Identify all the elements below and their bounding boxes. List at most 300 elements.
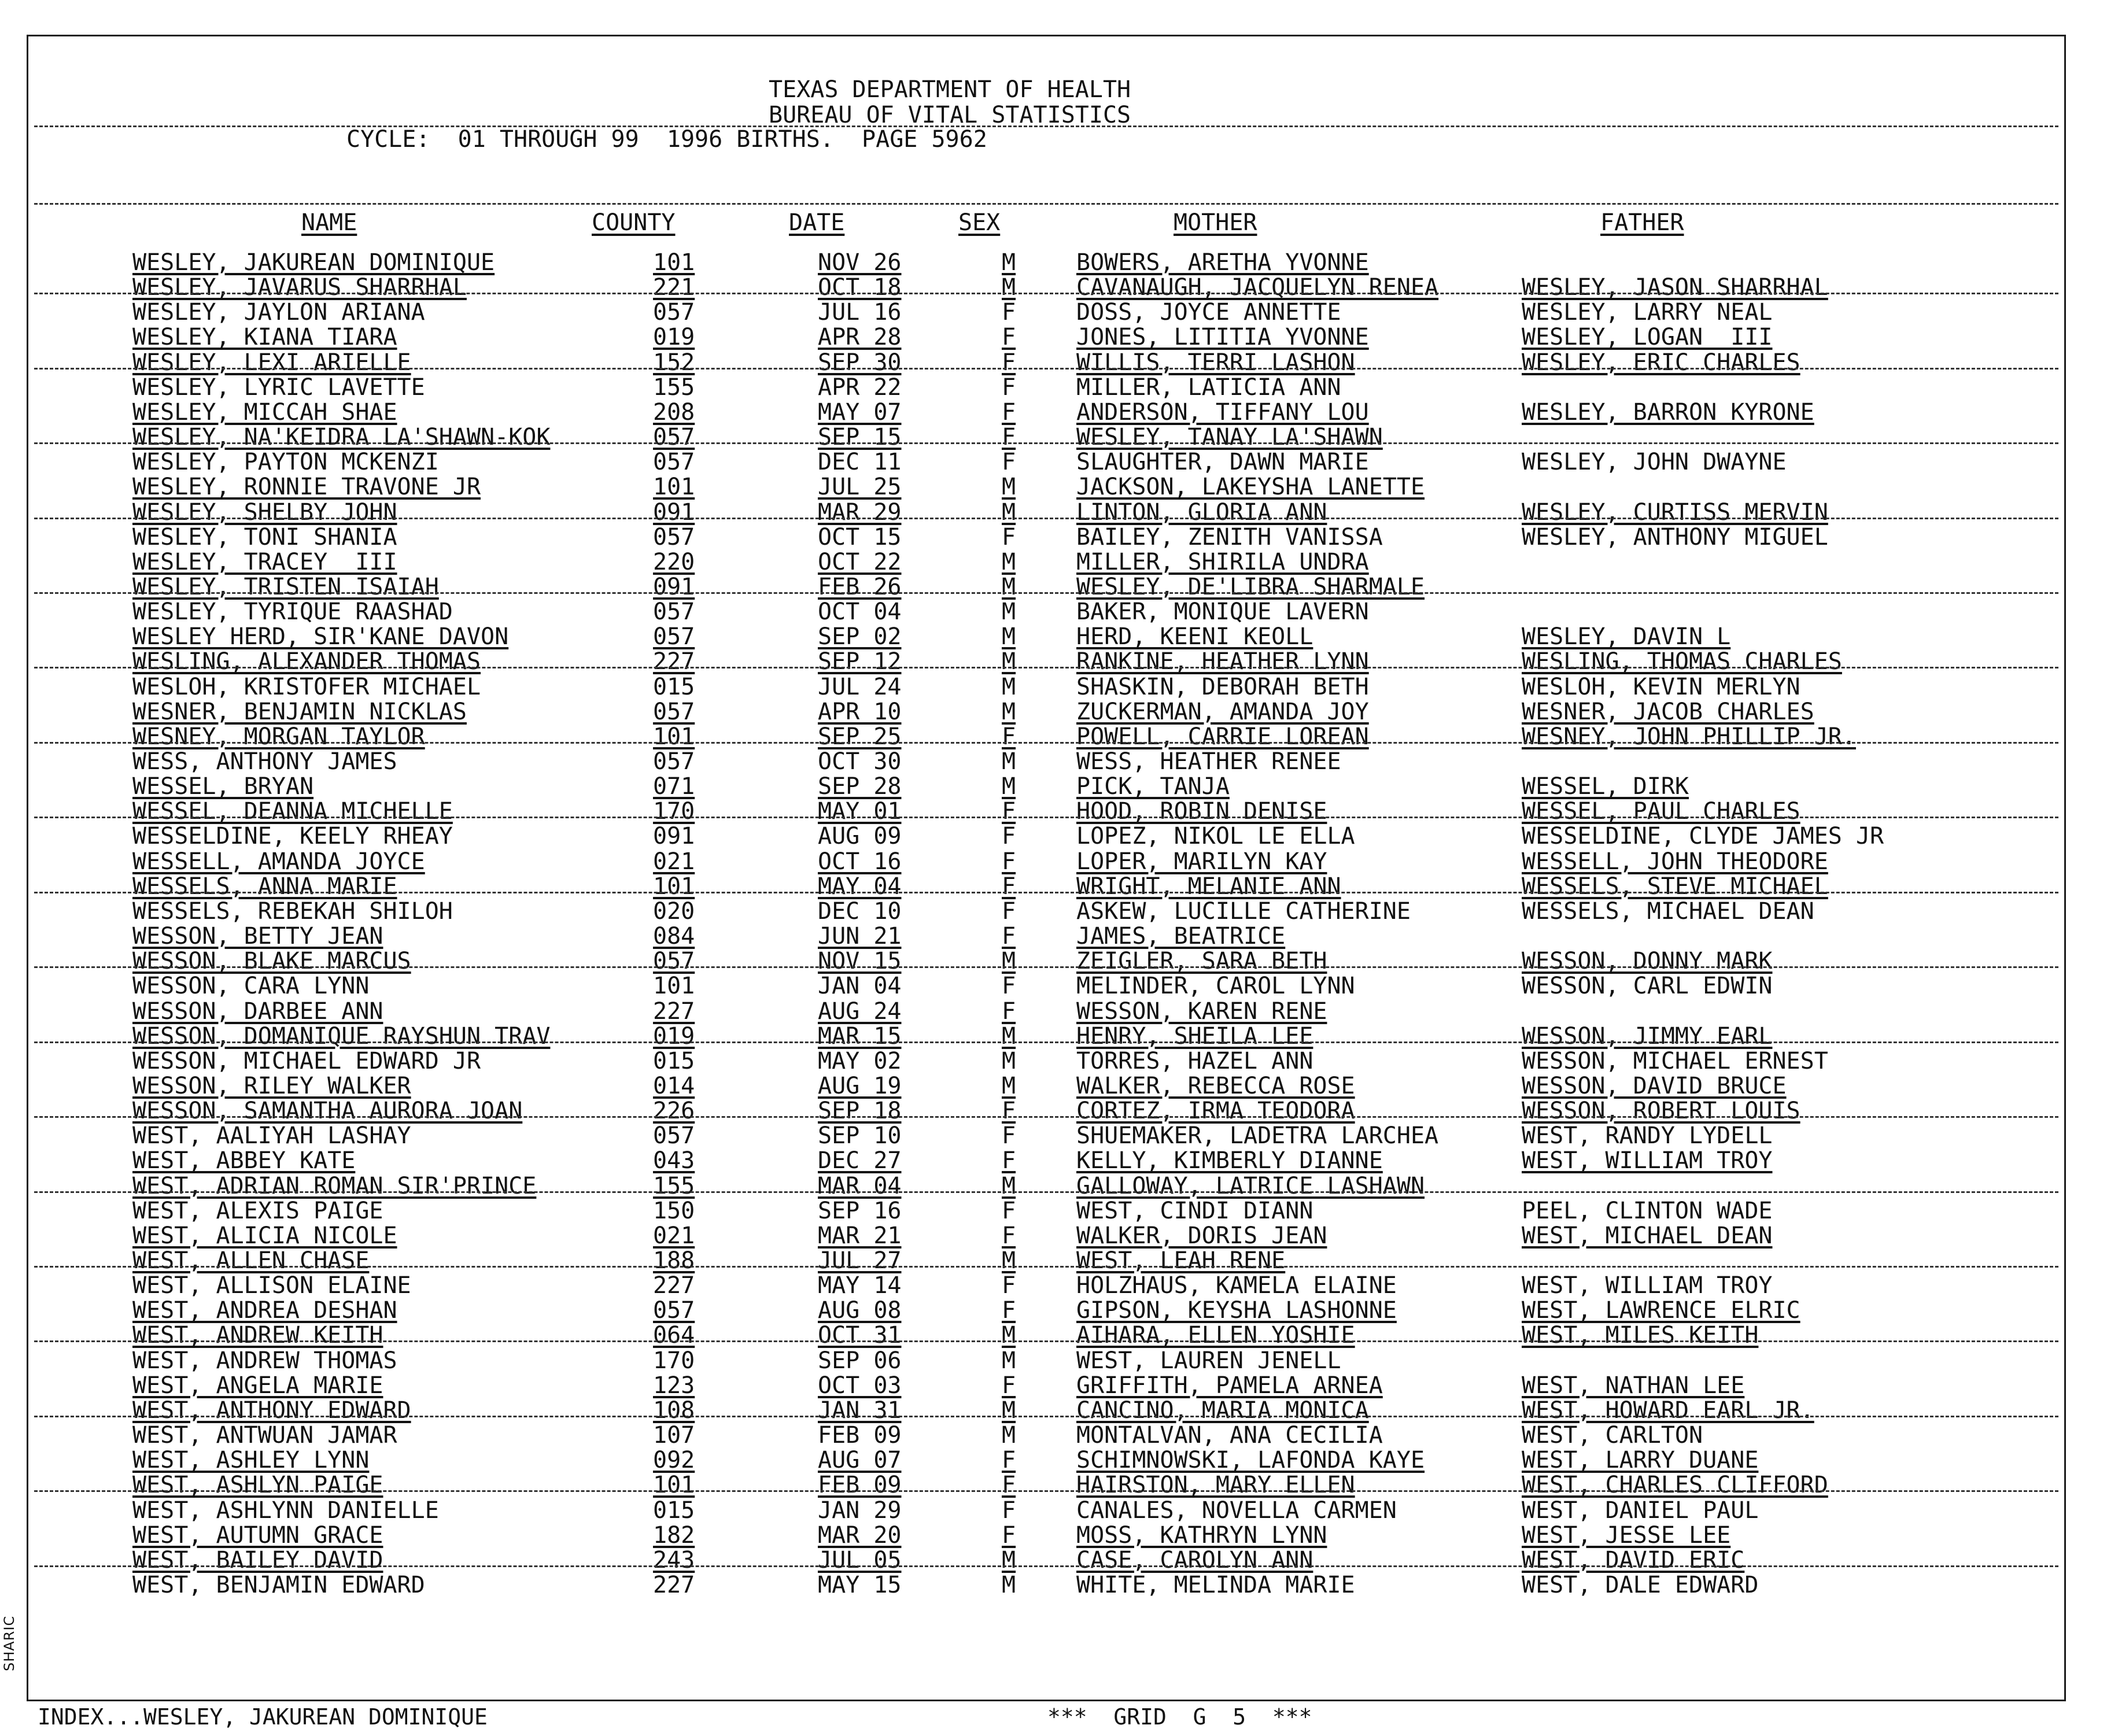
cell-date: SEP 25	[818, 723, 902, 750]
table-row	[28, 1448, 2064, 1473]
cell-date: OCT 22	[818, 548, 902, 575]
cell-sex: F	[1002, 873, 1016, 900]
cell-county: 092	[653, 1447, 695, 1474]
cell-mother: WESSON, KAREN RENE	[1076, 998, 1327, 1025]
cell-mother: AIHARA, ELLEN YOSHIE	[1076, 1322, 1355, 1349]
column-header-mother: MOTHER	[1174, 209, 1257, 236]
table-row	[28, 550, 2064, 575]
cell-sex: M	[1002, 948, 1016, 975]
cell-sex: F	[1002, 798, 1016, 825]
cell-name: WEST, ALEXIS PAIGE	[132, 1197, 383, 1224]
cell-date: AUG 09	[818, 823, 902, 850]
cell-name: WESLEY, NA'KEIDRA LA'SHAWN-KOK	[132, 424, 551, 451]
cell-mother: JONES, LITITIA YVONNE	[1076, 324, 1369, 351]
cell-sex: M	[1002, 599, 1016, 626]
table-row	[28, 275, 2064, 300]
table-row	[28, 1249, 2064, 1273]
cell-father: WESLING, THOMAS CHARLES	[1522, 648, 1842, 675]
table-row	[28, 500, 2064, 525]
cell-sex: F	[1002, 1222, 1016, 1249]
table-row	[28, 1148, 2064, 1173]
cell-mother: ANDERSON, TIFFANY LOU	[1076, 398, 1369, 426]
table-row	[28, 675, 2064, 700]
cell-name: WESSON, DOMANIQUE RAYSHUN TRAV	[132, 1022, 551, 1050]
cell-father: WESLEY, JOHN DWAYNE	[1522, 449, 1787, 476]
cell-sex: F	[1002, 349, 1016, 376]
cell-county: 019	[653, 1022, 695, 1050]
cell-county: 021	[653, 1222, 695, 1249]
cell-sex: M	[1002, 1072, 1016, 1099]
cell-date: APR 10	[818, 698, 902, 725]
table-row	[28, 849, 2064, 874]
cell-county: 101	[653, 973, 695, 1000]
cell-sex: F	[1002, 1372, 1016, 1399]
cell-county: 226	[653, 1098, 695, 1125]
cell-sex: M	[1002, 1347, 1016, 1374]
cell-name: WESLEY HERD, SIR'KANE DAVON	[132, 623, 509, 651]
cell-sex: F	[1002, 923, 1016, 950]
cell-mother: WALKER, REBECCA ROSE	[1076, 1072, 1355, 1099]
cell-sex: M	[1002, 1397, 1016, 1424]
cell-date: SEP 12	[818, 648, 902, 675]
cell-mother: DOSS, JOYCE ANNETTE	[1076, 299, 1341, 326]
cell-father: WEST, JESSE LEE	[1522, 1521, 1731, 1549]
column-header-father: FATHER	[1600, 209, 1684, 236]
cell-father: WESLEY, BARRON KYRONE	[1522, 398, 1814, 426]
cell-father: WEST, MILES KEITH	[1522, 1322, 1759, 1349]
cell-county: 014	[653, 1072, 695, 1099]
cell-date: FEB 09	[818, 1422, 902, 1449]
cell-county: 221	[653, 274, 695, 301]
cell-father: WESSON, JIMMY EARL	[1522, 1022, 1773, 1050]
cell-name: WEST, ABBEY KATE	[132, 1147, 356, 1174]
cell-sex: M	[1002, 1422, 1016, 1449]
cell-sex: F	[1002, 299, 1016, 326]
cell-father: WESSELS, STEVE MICHAEL	[1522, 873, 1828, 900]
cell-father: WEST, LARRY DUANE	[1522, 1447, 1759, 1474]
cell-sex: F	[1002, 1098, 1016, 1125]
cell-sex: F	[1002, 523, 1016, 551]
cell-mother: HERD, KEENI KEOLL	[1076, 623, 1313, 651]
cell-sex: F	[1002, 823, 1016, 850]
cell-date: MAR 20	[818, 1521, 902, 1549]
row-separator-line	[34, 1266, 2058, 1268]
cell-name: WESS, ANTHONY JAMES	[132, 748, 397, 775]
cell-date: AUG 19	[818, 1072, 902, 1099]
cell-county: 057	[653, 299, 695, 326]
cell-father: WESLEY, LARRY NEAL	[1522, 299, 1773, 326]
cell-county: 015	[653, 1047, 695, 1074]
cell-mother: WILLIS, TERRI LASHON	[1076, 349, 1355, 376]
separator-line	[34, 125, 2058, 127]
cell-father: WESSON, DAVID BRUCE	[1522, 1072, 1787, 1099]
row-separator-line	[34, 1416, 2058, 1417]
cell-date: MAR 04	[818, 1172, 902, 1199]
cell-sex: M	[1002, 274, 1016, 301]
table-row	[28, 1074, 2064, 1099]
cell-sex: M	[1002, 249, 1016, 276]
column-header-date: DATE	[789, 209, 845, 236]
cell-date: SEP 10	[818, 1122, 902, 1150]
cell-sex: F	[1002, 374, 1016, 401]
table-row	[28, 1473, 2064, 1498]
cell-name: WESLEY, TRISTEN ISAIAH	[132, 573, 439, 600]
cell-county: 220	[653, 548, 695, 575]
cell-mother: SLAUGHTER, DAWN MARIE	[1076, 449, 1369, 476]
cell-date: JUN 21	[818, 923, 902, 950]
cell-date: FEB 26	[818, 573, 902, 600]
cell-sex: F	[1002, 897, 1016, 925]
row-separator-line	[34, 1116, 2058, 1118]
column-header-sex: SEX	[958, 209, 1001, 236]
cell-date: APR 28	[818, 324, 902, 351]
cell-date: SEP 28	[818, 773, 902, 800]
cell-name: WESSELL, AMANDA JOYCE	[132, 848, 425, 875]
table-row	[28, 525, 2064, 550]
cell-name: WESSELS, ANNA MARIE	[132, 873, 397, 900]
cell-father: WESLEY, LOGAN III	[1522, 324, 1773, 351]
cell-father: WEST, NATHAN LEE	[1522, 1372, 1745, 1399]
cell-name: WESSON, BETTY JEAN	[132, 923, 383, 950]
cell-date: DEC 11	[818, 449, 902, 476]
cell-sex: M	[1002, 1047, 1016, 1074]
cell-mother: LOPER, MARILYN KAY	[1076, 848, 1327, 875]
cell-father: WEST, MICHAEL DEAN	[1522, 1222, 1773, 1249]
cell-name: WESSON, SAMANTHA AURORA JOAN	[132, 1098, 523, 1125]
side-label: SHARIC	[1, 1615, 17, 1671]
cell-sex: M	[1002, 673, 1016, 700]
cell-sex: F	[1002, 1272, 1016, 1299]
cell-mother: GALLOWAY, LATRICE LASHAWN	[1076, 1172, 1425, 1199]
table-row	[28, 725, 2064, 749]
cell-date: MAY 01	[818, 798, 902, 825]
cell-mother: SHASKIN, DEBORAH BETH	[1076, 673, 1369, 700]
column-header-name: NAME	[301, 209, 357, 236]
cell-sex: F	[1002, 449, 1016, 476]
cell-date: DEC 10	[818, 897, 902, 925]
row-separator-line	[34, 1565, 2058, 1567]
cell-name: WEST, BAILEY DAVID	[132, 1546, 383, 1574]
cell-date: AUG 08	[818, 1297, 902, 1324]
cell-county: 020	[653, 897, 695, 925]
cell-father: WESLOH, KEVIN MERLYN	[1522, 673, 1800, 700]
cell-father: WESSON, DONNY MARK	[1522, 948, 1773, 975]
cell-date: SEP 18	[818, 1098, 902, 1125]
column-header-county: COUNTY	[592, 209, 676, 236]
table-row	[28, 1298, 2064, 1323]
cell-mother: CORTEZ, IRMA TEODORA	[1076, 1098, 1355, 1125]
index-footer: INDEX...WESLEY, JAKUREAN DOMINIQUE	[38, 1704, 488, 1730]
cell-county: 091	[653, 823, 695, 850]
cell-father: WEST, DAVID ERIC	[1522, 1546, 1745, 1574]
cell-name: WESLEY, TONI SHANIA	[132, 523, 397, 551]
cell-sex: M	[1002, 1172, 1016, 1199]
cell-name: WESLEY, SHELBY JOHN	[132, 498, 397, 526]
cell-county: 057	[653, 948, 695, 975]
cell-name: WESSON, MICHAEL EDWARD JR	[132, 1047, 481, 1074]
row-separator-line	[34, 1191, 2058, 1193]
table-row	[28, 625, 2064, 649]
cell-name: WEST, ASHLYNN DANIELLE	[132, 1497, 439, 1524]
table-row	[28, 1523, 2064, 1548]
cell-name: WEST, ALLISON ELAINE	[132, 1272, 411, 1299]
table-row	[28, 1498, 2064, 1523]
cell-name: WESLEY, PAYTON MCKENZI	[132, 449, 439, 476]
cell-county: 057	[653, 748, 695, 775]
cell-mother: HOLZHAUS, KAMELA ELAINE	[1076, 1272, 1397, 1299]
cell-sex: F	[1002, 1197, 1016, 1224]
cell-name: WEST, BENJAMIN EDWARD	[132, 1571, 425, 1598]
table-row	[28, 350, 2064, 375]
table-row	[28, 1024, 2064, 1049]
cell-mother: JAMES, BEATRICE	[1076, 923, 1286, 950]
cell-father: WEST, HOWARD EARL JR.	[1522, 1397, 1814, 1424]
cell-mother: MILLER, SHIRILA UNDRA	[1076, 548, 1369, 575]
cell-sex: F	[1002, 723, 1016, 750]
cell-sex: M	[1002, 1022, 1016, 1050]
table-row	[28, 1373, 2064, 1398]
table-row	[28, 1273, 2064, 1298]
cell-county: 150	[653, 1197, 695, 1224]
cell-county: 057	[653, 449, 695, 476]
cell-mother: LOPEZ, NIKOL LE ELLA	[1076, 823, 1355, 850]
table-row	[28, 799, 2064, 824]
table-row	[28, 899, 2064, 924]
cell-name: WEST, ANTWUAN JAMAR	[132, 1422, 397, 1449]
cell-date: SEP 16	[818, 1197, 902, 1224]
cell-mother: MILLER, LATICIA ANN	[1076, 374, 1341, 401]
cell-county: 155	[653, 374, 695, 401]
cell-county: 084	[653, 923, 695, 950]
cell-mother: TORRES, HAZEL ANN	[1076, 1047, 1313, 1074]
cell-mother: WESS, HEATHER RENEE	[1076, 748, 1341, 775]
cell-county: 243	[653, 1546, 695, 1574]
table-row	[28, 949, 2064, 974]
table-row	[28, 450, 2064, 475]
cell-mother: BAILEY, ZENITH VANISSA	[1076, 523, 1383, 551]
cell-mother: BAKER, MONIQUE LAVERN	[1076, 599, 1369, 626]
cell-sex: F	[1002, 1447, 1016, 1474]
cell-county: 188	[653, 1247, 695, 1274]
cell-county: 021	[653, 848, 695, 875]
cell-county: 071	[653, 773, 695, 800]
cell-date: MAY 02	[818, 1047, 902, 1074]
cell-date: JUL 24	[818, 673, 902, 700]
cell-mother: MONTALVAN, ANA CECILIA	[1076, 1422, 1383, 1449]
cell-father: WESSELDINE, CLYDE JAMES JR	[1522, 823, 1884, 850]
cell-name: WESLEY, TYRIQUE RAASHAD	[132, 599, 453, 626]
cell-mother: WEST, LEAH RENE	[1076, 1247, 1286, 1274]
cell-mother: BOWERS, ARETHA YVONNE	[1076, 249, 1369, 276]
table-row	[28, 1349, 2064, 1373]
cell-date: FEB 09	[818, 1472, 902, 1499]
table-row	[28, 250, 2064, 275]
cell-county: 091	[653, 573, 695, 600]
cell-sex: M	[1002, 773, 1016, 800]
cell-date: SEP 02	[818, 623, 902, 651]
cell-date: NOV 26	[818, 249, 902, 276]
row-separator-line	[34, 592, 2058, 594]
cell-date: OCT 31	[818, 1322, 902, 1349]
table-row	[28, 375, 2064, 400]
cell-mother: LINTON, GLORIA ANN	[1076, 498, 1327, 526]
cell-father: WEST, DALE EDWARD	[1522, 1571, 1759, 1598]
table-row	[28, 400, 2064, 425]
row-separator-line	[34, 442, 2058, 444]
cell-name: WESLOH, KRISTOFER MICHAEL	[132, 673, 481, 700]
cell-mother: HOOD, ROBIN DENISE	[1076, 798, 1327, 825]
table-row	[28, 749, 2064, 774]
cell-name: WEST, ADRIAN ROMAN SIR'PRINCE	[132, 1172, 537, 1199]
cell-name: WEST, ANGELA MARIE	[132, 1372, 383, 1399]
cell-name: WESLEY, KIANA TIARA	[132, 324, 397, 351]
cell-name: WESNEY, MORGAN TAYLOR	[132, 723, 425, 750]
cell-sex: F	[1002, 973, 1016, 1000]
cell-mother: MELINDER, CAROL LYNN	[1076, 973, 1355, 1000]
cell-date: MAR 29	[818, 498, 902, 526]
table-row	[28, 774, 2064, 799]
cell-name: WESLEY, JAKUREAN DOMINIQUE	[132, 249, 495, 276]
row-separator-line	[34, 1490, 2058, 1492]
cell-date: SEP 30	[818, 349, 902, 376]
table-row	[28, 874, 2064, 899]
cell-name: WEST, ALICIA NICOLE	[132, 1222, 397, 1249]
cell-date: OCT 16	[818, 848, 902, 875]
cell-county: 170	[653, 1347, 695, 1374]
cell-mother: CASE, CAROLYN ANN	[1076, 1546, 1313, 1574]
cell-mother: CANCINO, MARIA MONICA	[1076, 1397, 1369, 1424]
cell-name: WEST, ANTHONY EDWARD	[132, 1397, 411, 1424]
cell-sex: M	[1002, 1247, 1016, 1274]
row-separator-line	[34, 817, 2058, 818]
cell-county: 015	[653, 673, 695, 700]
cell-county: 057	[653, 1297, 695, 1324]
cell-county: 227	[653, 998, 695, 1025]
cell-father: WESSON, MICHAEL ERNEST	[1522, 1047, 1828, 1074]
table-row	[28, 425, 2064, 450]
cell-father: WESSELL, JOHN THEODORE	[1522, 848, 1828, 875]
page-frame	[27, 35, 2066, 1730]
table-row	[28, 1049, 2064, 1074]
cell-name: WESLEY, RONNIE TRAVONE JR	[132, 474, 481, 501]
table-row	[28, 1323, 2064, 1348]
row-separator-line	[34, 293, 2058, 294]
cell-county: 227	[653, 648, 695, 675]
cell-name: WEST, ASHLEY LYNN	[132, 1447, 370, 1474]
cell-sex: M	[1002, 548, 1016, 575]
cell-date: JUL 25	[818, 474, 902, 501]
cell-sex: F	[1002, 1497, 1016, 1524]
cell-father: WEST, DANIEL PAUL	[1522, 1497, 1759, 1524]
cell-date: OCT 04	[818, 599, 902, 626]
cell-county: 108	[653, 1397, 695, 1424]
cell-county: 057	[653, 523, 695, 551]
cell-date: JAN 31	[818, 1397, 902, 1424]
cell-mother: WEST, LAUREN JENELL	[1076, 1347, 1341, 1374]
cell-father: WESNEY, JOHN PHILLIP JR.	[1522, 723, 1856, 750]
cell-mother: ASKEW, LUCILLE CATHERINE	[1076, 897, 1411, 925]
cell-county: 101	[653, 1472, 695, 1499]
row-separator-line	[34, 518, 2058, 519]
cell-date: AUG 24	[818, 998, 902, 1025]
cell-mother: CANALES, NOVELLA CARMEN	[1076, 1497, 1397, 1524]
table-row	[28, 1398, 2064, 1423]
cell-date: SEP 15	[818, 424, 902, 451]
grid-footer: *** GRID G 5 ***	[1047, 1704, 1312, 1730]
table-row	[28, 924, 2064, 949]
table-row	[28, 300, 2064, 325]
cell-mother: PICK, TANJA	[1076, 773, 1230, 800]
cell-county: 152	[653, 349, 695, 376]
cell-mother: JACKSON, LAKEYSHA LANETTE	[1076, 474, 1425, 501]
cell-mother: HAIRSTON, MARY ELLEN	[1076, 1472, 1355, 1499]
cell-county: 057	[653, 1122, 695, 1150]
cell-father: WESSON, ROBERT LOUIS	[1522, 1098, 1800, 1125]
cell-father: WESLEY, CURTISS MERVIN	[1522, 498, 1828, 526]
table-row	[28, 1573, 2064, 1598]
cell-county: 101	[653, 723, 695, 750]
cell-county: 101	[653, 873, 695, 900]
cell-name: WEST, ANDREW THOMAS	[132, 1347, 397, 1374]
cell-mother: RANKINE, HEATHER LYNN	[1076, 648, 1369, 675]
cell-name: WESSELDINE, KEELY RHEAY	[132, 823, 453, 850]
table-row	[28, 999, 2064, 1024]
cell-county: 227	[653, 1571, 695, 1598]
cell-sex: F	[1002, 398, 1016, 426]
cell-father: WESSEL, PAUL CHARLES	[1522, 798, 1800, 825]
cell-county: 107	[653, 1422, 695, 1449]
cell-sex: F	[1002, 1122, 1016, 1150]
cell-mother: ZEIGLER, SARA BETH	[1076, 948, 1327, 975]
cell-sex: M	[1002, 1322, 1016, 1349]
cell-date: DEC 27	[818, 1147, 902, 1174]
cell-father: WEST, WILLIAM TROY	[1522, 1272, 1773, 1299]
cycle-line: CYCLE: 01 THROUGH 99 1996 BIRTHS. PAGE 5962	[346, 126, 987, 153]
cell-sex: M	[1002, 498, 1016, 526]
cell-sex: M	[1002, 573, 1016, 600]
table-row	[28, 575, 2064, 600]
cell-date: AUG 07	[818, 1447, 902, 1474]
cell-county: 182	[653, 1521, 695, 1549]
cell-mother: HENRY, SHEILA LEE	[1076, 1022, 1313, 1050]
cell-sex: M	[1002, 698, 1016, 725]
cell-mother: KELLY, KIMBERLY DIANNE	[1076, 1147, 1383, 1174]
cell-sex: M	[1002, 1571, 1016, 1598]
table-row	[28, 1548, 2064, 1573]
cell-father: WESSON, CARL EDWIN	[1522, 973, 1773, 1000]
cell-mother: CAVANAUGH, JACQUELYN RENEA	[1076, 274, 1439, 301]
cell-name: WESSON, DARBEE ANN	[132, 998, 383, 1025]
cell-name: WESSEL, DEANNA MICHELLE	[132, 798, 453, 825]
cell-date: JAN 29	[818, 1497, 902, 1524]
cell-county: 170	[653, 798, 695, 825]
cell-county: 208	[653, 398, 695, 426]
table-row	[28, 1224, 2064, 1249]
cell-mother: WHITE, MELINDA MARIE	[1076, 1571, 1355, 1598]
cell-county: 123	[653, 1372, 695, 1399]
cell-father: WEST, CARLTON	[1522, 1422, 1703, 1449]
cell-mother: WALKER, DORIS JEAN	[1076, 1222, 1327, 1249]
cell-county: 091	[653, 498, 695, 526]
cell-mother: MOSS, KATHRYN LYNN	[1076, 1521, 1327, 1549]
cell-date: OCT 30	[818, 748, 902, 775]
cell-county: 101	[653, 249, 695, 276]
cell-mother: SCHIMNOWSKI, LAFONDA KAYE	[1076, 1447, 1425, 1474]
cell-date: SEP 06	[818, 1347, 902, 1374]
cell-sex: F	[1002, 1147, 1016, 1174]
cell-date: OCT 03	[818, 1372, 902, 1399]
cell-date: JUL 05	[818, 1546, 902, 1574]
